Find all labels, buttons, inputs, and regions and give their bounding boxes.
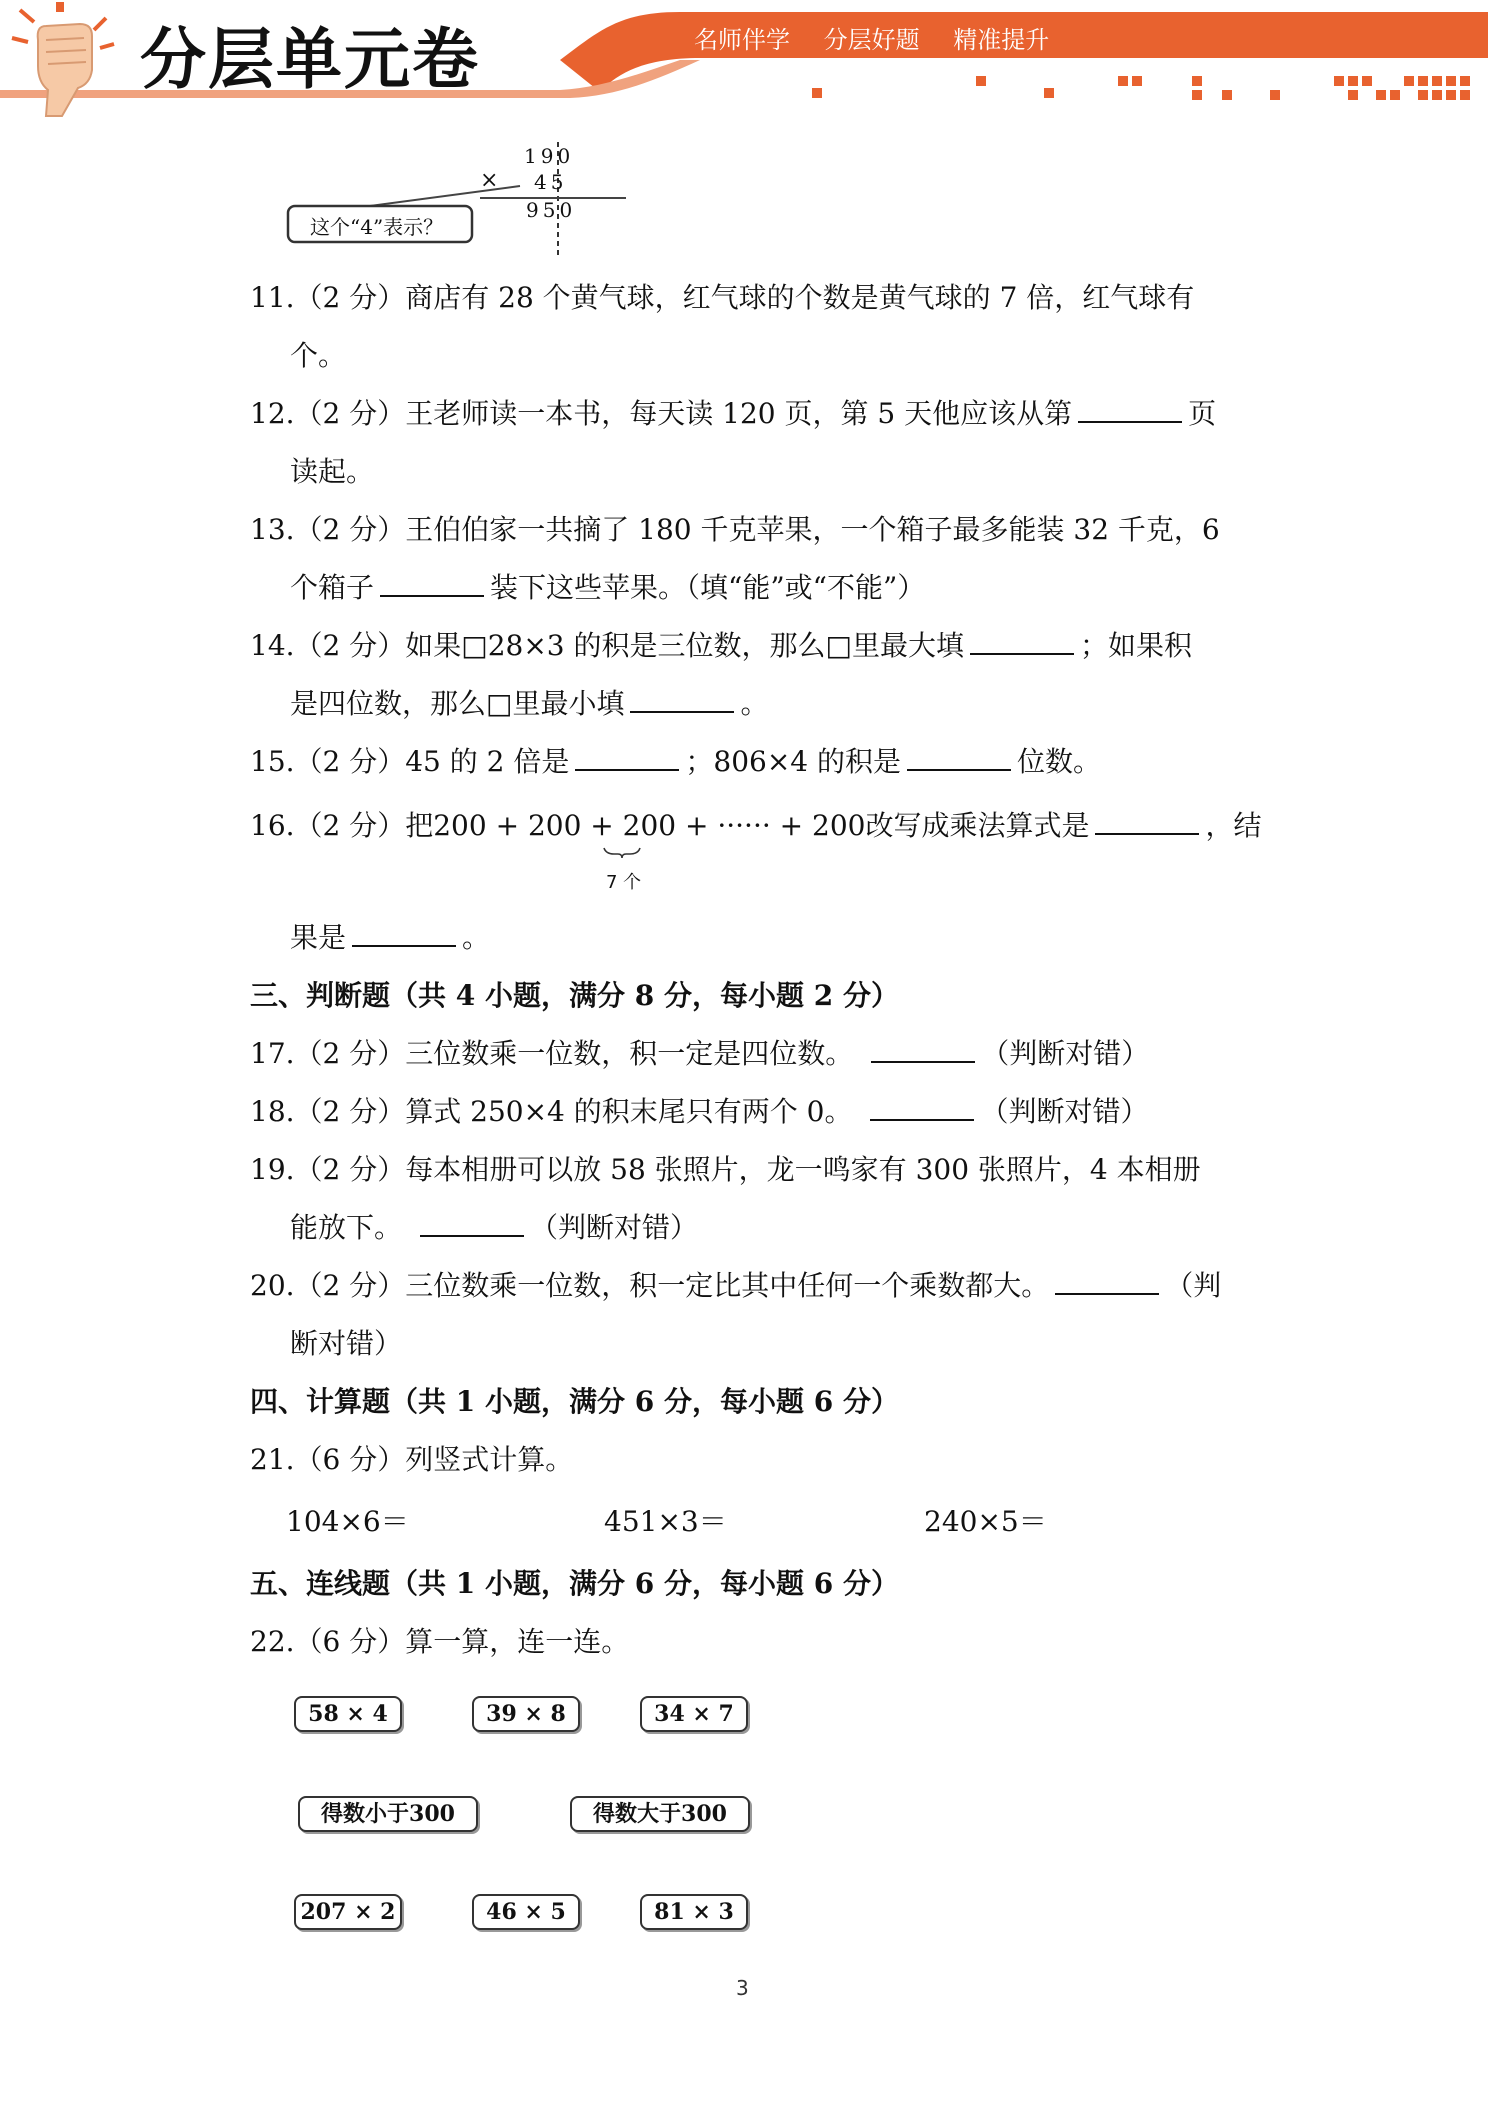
underbrace	[600, 846, 644, 860]
brand-title: 分层单元卷	[140, 21, 480, 98]
question-13-text: 个箱子	[290, 571, 375, 604]
answer-blank-17[interactable]	[871, 1037, 975, 1063]
question-15-text: 15.（2 分）45 的 2 倍是	[250, 745, 570, 778]
section-3-title: 三、判断题（共 4 小题，满分 8 分，每小题 2 分）	[250, 979, 899, 1012]
question-19-tail: （判断对错）	[530, 1211, 699, 1244]
question-16-text2: 果是	[290, 921, 347, 954]
answer-blank-12[interactable]	[1078, 397, 1182, 423]
question-12-line2: 读起。	[290, 455, 375, 488]
question-16-mid: ，结	[1205, 809, 1262, 842]
underbrace-label: 7 个	[606, 872, 642, 893]
slogan-3: 精准提升	[953, 26, 1050, 54]
answer-blank-20[interactable]	[1055, 1269, 1159, 1295]
answer-blank-14a[interactable]	[970, 629, 1074, 655]
question-12-line1	[250, 394, 1216, 434]
question-14-text2: 是四位数，那么□里最小填	[290, 687, 625, 720]
question-20-text: 20.（2 分）三位数乘一位数，积一定比其中任何一个乘数都大。	[250, 1269, 1050, 1302]
question-19-text: 能放下。	[290, 1211, 403, 1244]
match-top-1[interactable]: 58 × 4	[294, 1696, 402, 1732]
figure-digits-mid: 45	[534, 170, 568, 194]
figure-digits-top: 190	[524, 144, 575, 168]
figure-callout: 这个“4”表示？	[310, 215, 444, 239]
answer-blank-16a[interactable]	[1095, 809, 1199, 835]
question-21-text: 21.（6 分）列竖式计算。	[250, 1443, 574, 1476]
answer-blank-18[interactable]	[870, 1095, 974, 1121]
answer-blank-19[interactable]	[420, 1211, 524, 1237]
question-13-tail: 装下这些苹果。（填“能”或“不能”）	[490, 571, 926, 604]
question-14-line1	[250, 626, 1192, 666]
question-19-line1: 19.（2 分）每本相册可以放 58 张照片，龙一鸣家有 300 张照片，4 本相册	[250, 1153, 1201, 1186]
match-top-3[interactable]: 34 × 7	[640, 1696, 748, 1732]
question-14-line2	[290, 684, 768, 724]
vertical-multiplication-figure	[280, 140, 640, 260]
question-14-mid: ；如果积	[1079, 629, 1192, 662]
slogan-1: 名师伴学	[694, 26, 790, 54]
answer-blank-15a[interactable]	[575, 745, 679, 771]
section-5-title: 五、连线题（共 1 小题，满分 6 分，每小题 6 分）	[250, 1567, 899, 1600]
question-12-text: 12.（2 分）王老师读一本书，每天读 120 页，第 5 天他应该从第	[250, 397, 1073, 430]
question-17-tail: （判断对错）	[981, 1037, 1150, 1070]
answer-blank-16b[interactable]	[352, 921, 456, 947]
answer-blank-14b[interactable]	[630, 687, 734, 713]
question-17-line	[250, 1034, 1149, 1074]
question-15-end: 位数。	[1017, 745, 1102, 778]
match-bottom-2[interactable]: 46 × 5	[472, 1894, 580, 1930]
match-top-2[interactable]: 39 × 8	[472, 1696, 580, 1732]
question-12-unit: 页	[1188, 397, 1217, 430]
question-11-line1: 11.（2 分）商店有 28 个黄气球，红气球的个数是黄气球的 7 倍，红气球有	[250, 281, 1195, 314]
answer-blank-13[interactable]	[380, 571, 484, 597]
match-bottom-3[interactable]: 81 × 3	[640, 1894, 748, 1930]
question-16-line1	[250, 806, 1261, 846]
match-bottom-1[interactable]: 207 × 2	[294, 1894, 402, 1930]
question-15-mid: ；806×4 的积是	[685, 745, 902, 778]
calc-item-2: 451×3＝	[604, 1505, 727, 1538]
question-20-line1	[250, 1266, 1221, 1306]
fist-icon	[12, 2, 114, 116]
question-16-line2	[290, 918, 490, 958]
question-13-line1: 13.（2 分）王伯伯家一共摘了 180 千克苹果，一个箱子最多能装 32 千克，6	[250, 513, 1220, 546]
match-less-than-300[interactable]: 得数小于300	[298, 1796, 478, 1832]
header-slogans	[694, 20, 1075, 55]
calc-item-1: 104×6＝	[286, 1505, 409, 1538]
question-15-line	[250, 742, 1101, 782]
question-16-text: 16.（2 分）把200 + 200 + 200 + ······ + 200改写成乘法算式是	[250, 809, 1090, 842]
page-number: 3	[736, 1976, 749, 2000]
calc-item-3: 240×5＝	[924, 1505, 1047, 1538]
match-greater-than-300[interactable]: 得数大于300	[570, 1796, 750, 1832]
question-18-line	[250, 1092, 1149, 1132]
question-20-line2: 断对错）	[290, 1327, 403, 1360]
question-18-text: 18.（2 分）算式 250×4 的积末尾只有两个 0。	[250, 1095, 853, 1128]
question-19-line2	[290, 1208, 698, 1248]
question-17-text: 17.（2 分）三位数乘一位数，积一定是四位数。	[250, 1037, 854, 1070]
section-4-title: 四、计算题（共 1 小题，满分 6 分，每小题 6 分）	[250, 1385, 899, 1418]
question-11-line2: 个。	[290, 339, 347, 372]
question-22-text: 22.（6 分）算一算，连一连。	[250, 1625, 630, 1658]
figure-digits-bottom: 950	[526, 198, 577, 222]
question-14-end: 。	[740, 687, 769, 720]
question-20-tail: （判	[1165, 1269, 1222, 1302]
answer-blank-15b[interactable]	[907, 745, 1011, 771]
question-16-end: 。	[462, 921, 491, 954]
page-header	[0, 0, 1488, 130]
figure-times-sign: ×	[480, 168, 499, 193]
figure-lines	[280, 140, 640, 260]
question-13-line2	[290, 568, 925, 608]
question-14-text: 14.（2 分）如果□28×3 的积是三位数，那么□里最大填	[250, 629, 964, 662]
slogan-2: 分层好题	[823, 26, 920, 54]
question-18-tail: （判断对错）	[980, 1095, 1149, 1128]
